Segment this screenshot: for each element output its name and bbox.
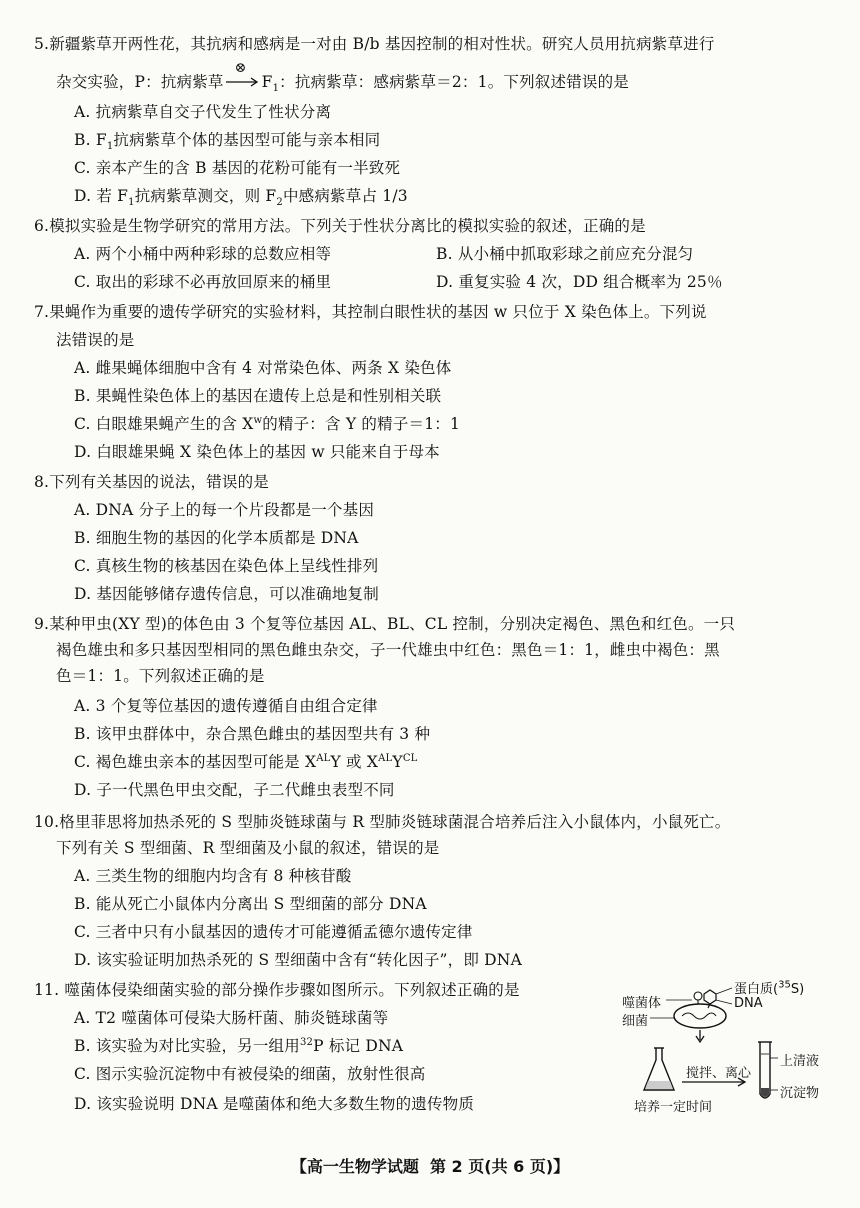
dna-strand-shape — [682, 1013, 716, 1019]
q9-option-d: D. 子一代黑色甲虫交配，子二代雌虫表型不同 — [74, 781, 395, 799]
page-footer — [0, 1154, 860, 1177]
q9-stem-line2: 褐色雄虫和多只基因型相同的黑色雌虫杂交，子一代雄虫中红色：黑色＝1：1，雌虫中褐色：黑 — [56, 641, 720, 659]
q8-option-a: A. DNA 分子上的每一个片段都是一个基因 — [74, 501, 375, 519]
q6-option-d: D. 重复实验 4 次，DD 组合概率为 25％ — [436, 273, 723, 291]
q9-stem-line3: 色＝1：1。下列叙述正确的是 — [56, 667, 265, 685]
q11-stem: 11. 噬菌体侵染细菌实验的部分操作步骤如图所示。下列叙述正确的是 — [34, 981, 520, 999]
q10-option-c: C. 三者中只有小鼠基因的遗传才可能遵循孟德尔遗传定律 — [74, 923, 473, 941]
q8-stem: 8.下列有关基因的说法，错误的是 — [34, 473, 269, 491]
phage-experiment-figure — [612, 979, 842, 1116]
q6-option-c: C. 取出的彩球不必再放回原来的桶里 — [74, 273, 332, 291]
bacterium-shape — [674, 1004, 726, 1028]
q10-option-b: B. 能从死亡小鼠体内分离出 S 型细菌的部分 DNA — [74, 895, 427, 913]
q6-option-a: A. 两个小桶中两种彩球的总数应相等 — [74, 245, 332, 263]
bacteria-label: 细菌 — [622, 1014, 649, 1029]
q9-option-b: B. 该甲虫群体中，杂合黑色雌虫的基因型共有 3 种 — [74, 725, 431, 743]
arrow-icon — [224, 72, 262, 92]
sediment-label: 沉淀物 — [780, 1086, 820, 1101]
q8-option-b: B. 细胞生物的基因的化学本质都是 DNA — [74, 529, 359, 547]
q7-option-c: C. 白眼雄果蝇产生的含 $X^w$的精子：含 Y 的精子＝1：1 — [74, 414, 461, 433]
q10-stem-line1: 10.格里菲思将加热杀死的 S 型肺炎链球菌与 R 型肺炎链球菌混合培养后注入小鼠体内，小鼠死亡。 — [34, 813, 731, 831]
q7-option-d: D. 白眼雄果蝇 X 染色体上的基因 w 只能来自于母本 — [74, 443, 440, 461]
q10-option-a: A. 三类生物的细胞内均含有 8 种核苷酸 — [74, 867, 352, 885]
protein-label: 蛋白质($^{35}$S) — [734, 979, 805, 997]
phage-head-shape — [704, 990, 716, 1004]
selfing-arrow-icon — [224, 60, 262, 92]
selfing-symbol: ⊗ — [234, 60, 247, 76]
q10-stem-line2: 下列有关 S 型细菌、R 型细菌及小鼠的叙述，错误的是 — [56, 839, 440, 857]
q11-option-d: D. 该实验说明 DNA 是噬菌体和绝大多数生物的遗传物质 — [74, 1095, 475, 1113]
q5-option-a: A. 抗病紫草自交子代发生了性状分离 — [74, 103, 332, 121]
q11-option-a: A. T2 噬菌体可侵染大肠杆菌、肺炎链球菌等 — [74, 1009, 389, 1027]
q11-option-b: B. 该实验为对比实验，另一组用$^{32}$P 标记 DNA — [74, 1036, 404, 1055]
q7-stem-line1: 7.果蝇作为重要的遗传学研究的实验材料，其控制白眼性状的基因 w 只位于 X 染色体上。下列说 — [34, 303, 707, 321]
footer-page-number: 第 2 页(共 6 页)】 — [429, 1157, 570, 1176]
q8-option-d: D. 基因能够储存遗传信息，可以准确地复制 — [74, 585, 379, 603]
q7-option-a: A. 雌果蝇体细胞中含有 4 对常染色体、两条 X 染色体 — [74, 359, 452, 377]
q11-option-c: C. 图示实验沉淀物中有被侵染的细菌，放射性很高 — [74, 1065, 426, 1083]
q5-option-b: B. $F_1$抗病紫草个体的基因型可能与亲本相同 — [74, 131, 381, 153]
dna-label: DNA — [734, 996, 763, 1011]
q9-option-a: A. 3 个复等位基因的遗传遵循自由组合定律 — [74, 697, 378, 715]
q9-stem-line1: 9.某种甲虫(XY 型)的体色由 3 个复等位基因 AL、BL、CL 控制，分别决定褐色、黑色和红色。一只 — [34, 615, 736, 633]
q8-option-c: C. 真核生物的核基因在染色体上呈线性排列 — [74, 557, 379, 575]
q6-stem: 6.模拟实验是生物学研究的常用方法。下列关于性状分离比的模拟实验的叙述，正确的是 — [34, 217, 646, 235]
q5-stem-line2: 杂交实验，P：抗病紫草 ⊗ $F_1$：抗病紫草：感病紫草＝2：1。下列叙述错误的是 — [56, 60, 629, 95]
q5-stem-line1: 5.新疆紫草开两性花，其抗病和感病是一对由 B/b 基因控制的相对性状。研究人员用抗病紫草进行 — [34, 35, 715, 53]
supernatant-label: 上清液 — [780, 1054, 820, 1069]
q9-option-c: C. 褐色雄虫亲本的基因型可能是 $X^{AL}Y$ 或 $X^{AL}Y^{CL}$ — [74, 752, 418, 771]
stir-centrifuge-label: 搅拌、离心 — [686, 1066, 752, 1081]
q7-option-b: B. 果蝇性染色体上的基因在遗传上总是和性别相关联 — [74, 387, 442, 405]
phage-label: 噬菌体 — [622, 996, 662, 1011]
q7-stem-line2: 法错误的是 — [56, 331, 135, 349]
culture-label: 培养一定时间 — [634, 1100, 713, 1115]
q5-option-d: D. 若 $F_1$抗病紫草测交，则 $F_2$中感病紫草占 1/3 — [74, 187, 408, 209]
q6-option-b: B. 从小桶中抓取彩球之前应充分混匀 — [436, 245, 694, 263]
footer-title: 【高一生物学试题 — [290, 1157, 419, 1176]
q5-option-c: C. 亲本产生的含 B 基因的花粉可能有一半致死 — [74, 159, 401, 177]
q10-option-d: D. 该实验证明加热杀死的 S 型细菌中含有“转化因子”，即 DNA — [74, 951, 522, 969]
